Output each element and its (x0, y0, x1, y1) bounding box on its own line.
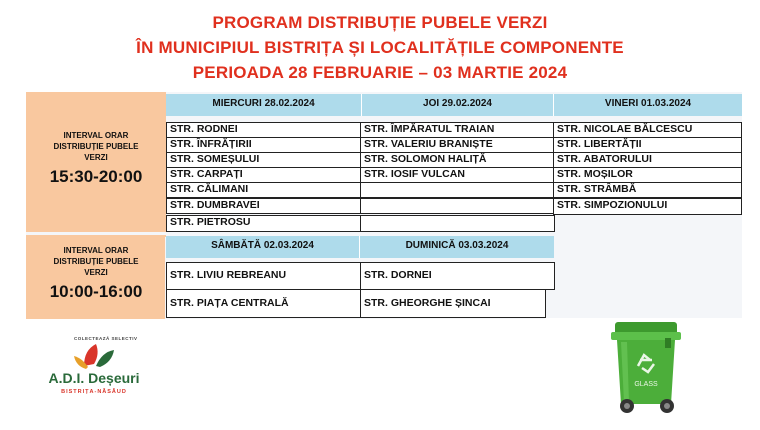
header-friday: VINERI 01.03.2024 (554, 94, 742, 116)
time-block-1-label: INTERVAL ORAR DISTRIBUȚIE PUBELE VERZI (53, 131, 139, 162)
street-cell: STR. SOMEȘULUI (166, 152, 361, 168)
street-cell: STR. STRÂMBĂ (553, 182, 742, 198)
street-cell: STR. PIAȚA CENTRALĂ (166, 289, 361, 318)
street-cell (360, 215, 555, 232)
street-cell: STR. SOLOMON HALIȚĂ (360, 152, 555, 168)
title-line-2: ÎN MUNICIPIUL BISTRIȚA ȘI LOCALITĂȚILE COMPONENTE (136, 38, 624, 57)
green-bin-illustration (605, 318, 697, 423)
street-cell: STR. ABATORULUI (553, 152, 742, 168)
bin-label: GLASS (634, 381, 658, 388)
street-cell: STR. CARPAȚI (166, 167, 361, 183)
time-block-2-label: INTERVAL ORAR DISTRIBUȚIE PUBELE VERZI (53, 246, 139, 277)
recycle-leaf-icon (44, 336, 144, 372)
street-cell: STR. PIETROSU (166, 215, 361, 232)
street-cell: STR. MOȘILOR (553, 167, 742, 183)
time-block-2 (26, 235, 166, 319)
street-cell: STR. VALERIU BRANIȘTE (360, 137, 555, 153)
header-wednesday: MIERCURI 28.02.2024 (166, 94, 362, 116)
street-cell: STR. ÎNFRĂȚIRII (166, 137, 361, 153)
street-cell: STR. NICOLAE BĂLCESCU (553, 122, 742, 138)
title-line-1: PROGRAM DISTRIBUȚIE PUBELE VERZI (212, 13, 548, 32)
street-cell: STR. ÎMPĂRATUL TRAIAN (360, 122, 555, 138)
logo-name: A.D.I. Deșeuri (48, 370, 140, 386)
time-block-1-time: 15:30-20:00 (49, 167, 143, 186)
street-cell: STR. LIVIU REBREANU (166, 262, 361, 290)
street-cell (360, 198, 555, 214)
logo-subtitle: BISTRIȚA-NĂSĂUD (61, 389, 127, 395)
street-cell: STR. GHEORGHE ȘINCAI (360, 289, 546, 318)
header-thursday: JOI 29.02.2024 (362, 94, 554, 116)
street-cell: STR. RODNEI (166, 122, 361, 138)
street-cell: STR. SIMPOZIONULUI (553, 198, 742, 215)
street-cell: STR. LIBERTĂȚII (553, 137, 742, 153)
time-block-1 (26, 92, 166, 232)
header-sunday: DUMINICĂ 03.03.2024 (360, 236, 554, 258)
street-cell (360, 182, 555, 198)
adi-deseuri-logo (44, 336, 144, 416)
street-cell: STR. CĂLIMANI (166, 182, 361, 198)
street-cell: STR. IOSIF VULCAN (360, 167, 555, 183)
header-saturday: SÂMBĂTĂ 02.03.2024 (166, 236, 360, 258)
logo-arc-text: COLECTEAZĂ SELECTIV (74, 336, 138, 341)
street-cell: STR. DUMBRAVEI (166, 198, 361, 214)
title-line-3: PERIOADA 28 FEBRUARIE – 03 MARTIE 2024 (192, 63, 568, 82)
time-block-2-time: 10:00-16:00 (49, 282, 143, 301)
street-cell: STR. DORNEI (360, 262, 555, 290)
